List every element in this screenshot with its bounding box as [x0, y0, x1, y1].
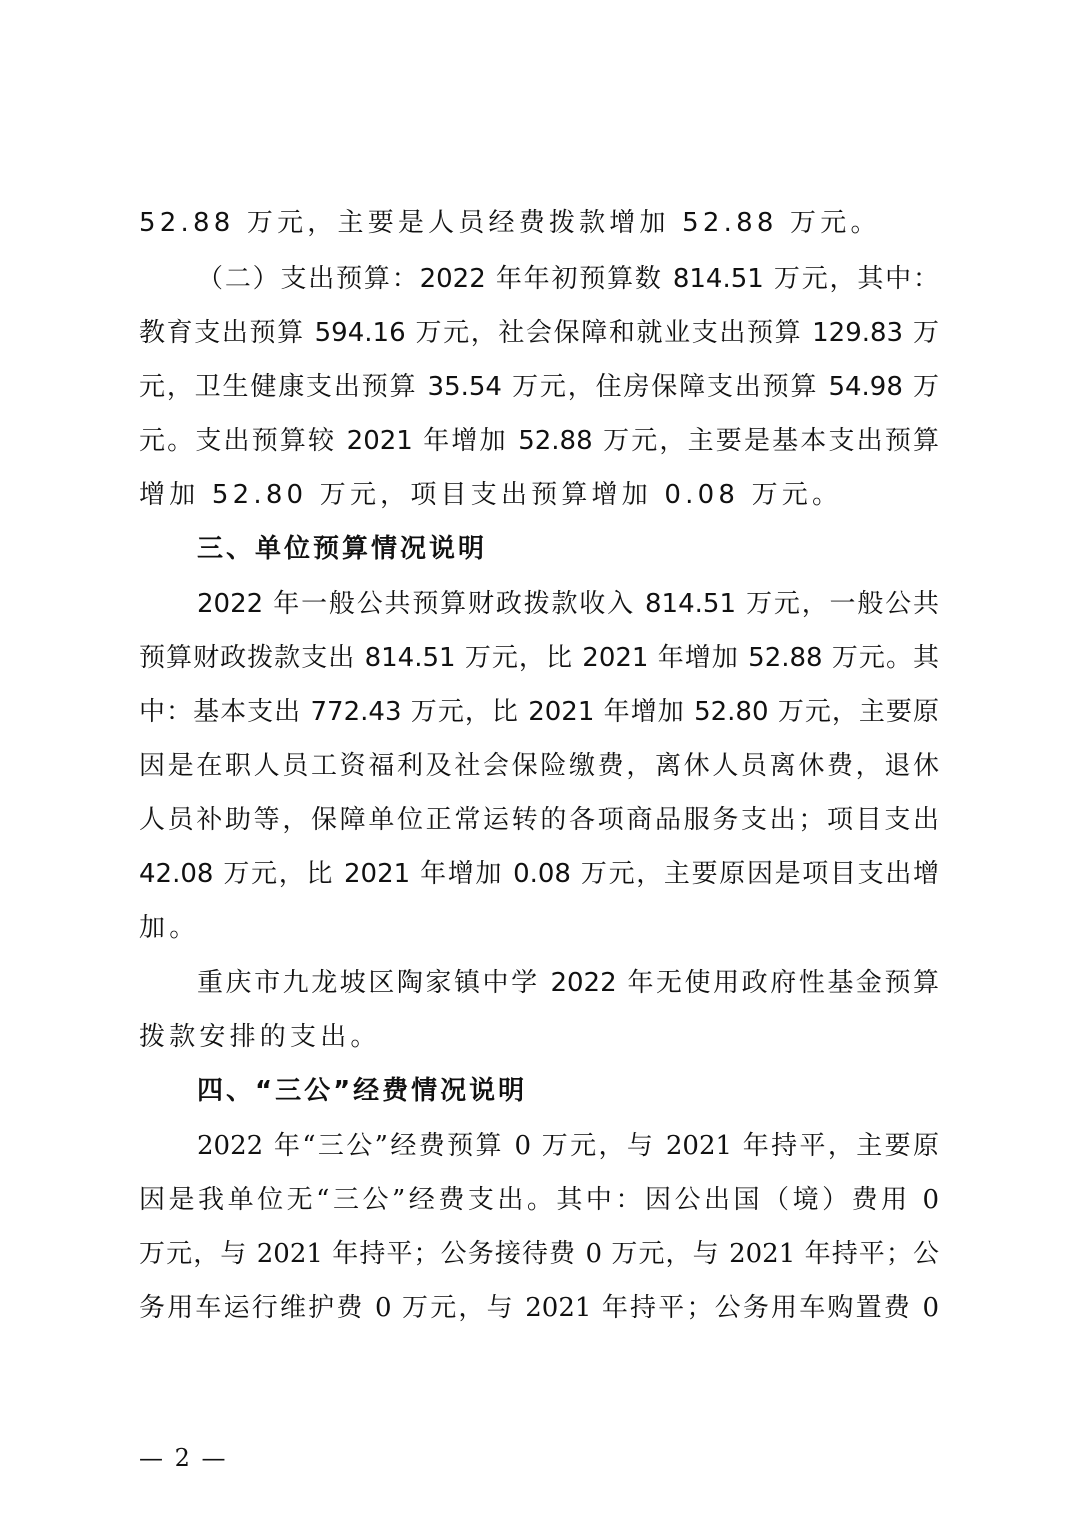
text-line: 拨款安排的支出。 — [139, 1022, 381, 1052]
text-line: 务用车运行维护费 0 万元，与 2021 年持平；公务用车购置费 0 — [139, 1293, 939, 1323]
text-line: 因是我单位无“三公”经费支出。其中：因公出国（境）费用 0 — [139, 1185, 939, 1215]
text-line: 因是在职人员工资福利及社会保险缴费，离休人员离休费，退休 — [139, 751, 939, 781]
text-line: 元，卫生健康支出预算 35.54 万元，住房保障支出预算 54.98 万 — [139, 372, 939, 402]
text-line: 预算财政拨款支出 814.51 万元，比 2021 年增加 52.88 万元。其 — [139, 643, 939, 673]
section-heading: 四、“三公”经费情况说明 — [197, 1076, 528, 1106]
text-line: 加。 — [139, 913, 200, 943]
page-number: — 2 — — [139, 1444, 228, 1472]
text-line: 元。支出预算较 2021 年增加 52.88 万元，主要是基本支出预算 — [139, 426, 939, 456]
text-line: 2022 年一般公共预算财政拨款收入 814.51 万元，一般公共 — [197, 589, 939, 619]
text-line: 教育支出预算 594.16 万元，社会保障和就业支出预算 129.83 万 — [139, 318, 939, 348]
section-heading: 三、单位预算情况说明 — [197, 534, 488, 564]
text-line: 人员补助等，保障单位正常运转的各项商品服务支出；项目支出 — [139, 805, 939, 835]
text-line: 万元，与 2021 年持平；公务接待费 0 万元，与 2021 年持平；公 — [139, 1239, 939, 1269]
text-line: 42.08 万元，比 2021 年增加 0.08 万元，主要原因是项目支出增 — [139, 859, 939, 889]
text-line: 增加 52.80 万元，项目支出预算增加 0.08 万元。 — [139, 480, 843, 510]
text-line: 中：基本支出 772.43 万元，比 2021 年增加 52.80 万元，主要原 — [139, 697, 939, 727]
text-line: 重庆市九龙坡区陶家镇中学 2022 年无使用政府性基金预算 — [197, 968, 939, 998]
text-line: 52.88 万元，主要是人员经费拨款增加 52.88 万元。 — [139, 208, 881, 238]
text-line: （二）支出预算：2022 年年初预算数 814.51 万元，其中： — [197, 264, 939, 294]
text-line: 2022 年“三公”经费预算 0 万元，与 2021 年持平，主要原 — [197, 1131, 939, 1161]
